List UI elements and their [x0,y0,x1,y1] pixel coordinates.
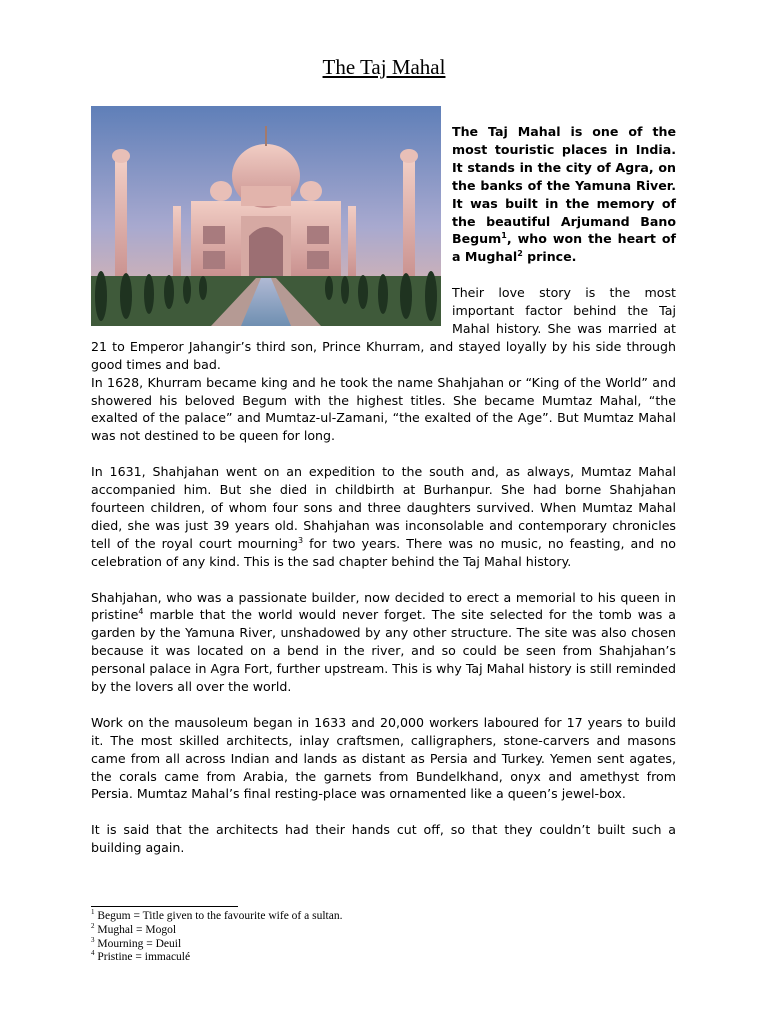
footnotes [91,906,691,965]
footnote-item [91,921,691,938]
footnote-number: 1 [91,908,95,917]
footnote-number: 4 [91,949,95,958]
expedition-text-b: for two years. There was no music, no feasting, and no celebration of any kind. This is the sad chapter behind the Taj Mahal history. [91,535,676,569]
footnote-text: Mourning = Deuil [94,937,182,950]
footnote-number: 3 [91,935,95,944]
footnote-ref-2: 2 [517,249,523,259]
intro-text-c: prince. [522,249,577,265]
photo-float-spacer [91,123,452,336]
article-body [91,123,676,875]
architects-paragraph: It is said that the architects had their hands cut off, so that they couldn’t built such a building again. [91,822,676,856]
memorial-text-a: Shahjahan, who was a passionate builder, now decided to erect a memorial to his queen in pristine [91,589,676,623]
expedition-paragraph [91,463,676,570]
footnote-ref-3: 3 [298,535,304,545]
footnote-divider [91,906,238,907]
memorial-paragraph [91,589,676,696]
footnote-text: Pristine = immaculé [94,951,191,964]
footnote-item [91,935,691,952]
intro-text-b: , who won the heart of a Mughal [452,231,676,265]
memorial-text-b: marble that the world would never forget. The site selected for the tomb was a garden by the Yamuna River, unshadowed by any other structure. The site was also chosen because it was located on a bend in the river, and so could be seen from Shahjahan’s personal palace in Agra Fort, further upstream. This is why Taj Mahal history is still reminded by the lovers all over the world. [91,607,676,695]
construction-paragraph: Work on the mausoleum began in 1633 and 20,000 workers laboured for 17 years to build it. The most skilled architects, inlay craftsmen, calligraphers, stone-carvers and masons came from all across Indian and lands as distant as Persia and Turkey. Yemen sent agates, the corals came from Arabia, the garnets from Bundelkhand, onyx and amethyst from Persia. Mumtaz Mahal’s final resting-place was ornamented like a queen’s jewel-box. [91,714,676,802]
intro-text-a: The Taj Mahal is one of the most touristic places in India. It stands in the city of Agra, on the banks of the Yamuna River. It was built in the memory of the beautiful Arjumand Bano Begum [452,124,676,247]
expedition-text-a: In 1631, Shahjahan went on an expedition to the south and, as always, Mumtaz Mahal accompanied him. But she died in childbirth at Burhanpur. She had borne Shahjahan fourteen children, of whom four sons and three daughters survived. When Mumtaz Mahal died, she was just 39 years old. Shahjahan was inconsolable and contemporary chronicles tell of the royal court mourning [91,464,676,551]
footnote-text: Mughal = Mogol [94,923,177,936]
footnote-number: 2 [91,921,95,930]
page-title: The Taj Mahal [322,55,446,79]
king-paragraph: In 1628, Khurram became king and he took the name Shahjahan or “King of the World” and showered his beloved Begum with the highest titles. She became Mumtaz Mahal, “the exalted of the palace” and Mumtaz-ul-Zamani, “the exalted of the Age”. But Mumtaz Mahal was not destined to be queen for long. [91,374,676,444]
love-story-paragraph: Their love story is the most important factor behind the Taj Mahal history. She was married at 21 to Emperor Jahangir’s third son, Prince Khurram, and stayed loyally by his side through good times and bad. [91,285,676,372]
footnote-item [91,910,691,924]
footnote-ref-1: 1 [501,231,507,241]
footnote-ref-4: 4 [138,607,144,617]
footnote-text: Begum = Title given to the favourite wife of a sultan. [94,910,343,922]
footnote-item [91,951,691,965]
